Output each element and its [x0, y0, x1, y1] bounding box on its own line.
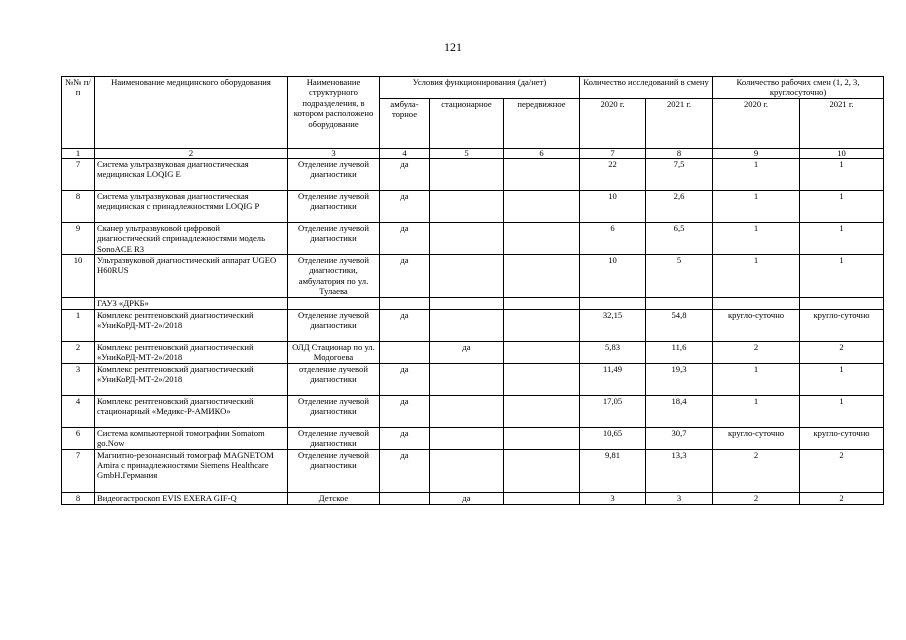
stationary-flag — [430, 395, 504, 427]
row-number: 9 — [62, 222, 95, 254]
shifts-2021: 2 — [800, 449, 884, 492]
header-count-2021: 2021 г. — [646, 98, 713, 148]
department: Детское — [288, 492, 380, 504]
department: Отделение лучевой диагностики — [288, 190, 380, 222]
table-row — [62, 342, 884, 364]
department: Отделение лучевой диагностики — [288, 158, 380, 190]
shifts-2020 — [713, 298, 800, 310]
header-shifts: Количество рабочих смен (1, 2, 3, круглосуточно) — [713, 77, 884, 99]
row-number: 7 — [62, 158, 95, 190]
page-number: 121 — [444, 40, 462, 54]
shifts-2021: кругло-суточно — [800, 427, 884, 449]
shifts-2020: кругло-суточно — [713, 310, 800, 342]
department: ОЛД Стационар по ул. Модогоева — [288, 342, 380, 364]
table-row — [62, 222, 884, 254]
department — [288, 298, 380, 310]
stationary-flag — [430, 222, 504, 254]
mobile-flag — [504, 190, 580, 222]
count-2021: 2,6 — [646, 190, 713, 222]
department: Отделение лучевой диагностики, амбулатория по ул. Тулаева — [288, 255, 380, 298]
table-row — [62, 190, 884, 222]
count-2020 — [580, 298, 646, 310]
shifts-2021: 1 — [800, 363, 884, 395]
equipment-table — [61, 76, 884, 505]
row-number: 3 — [62, 363, 95, 395]
department: Отделение лучевой диагностики — [288, 310, 380, 342]
ambulatory-flag: да — [380, 363, 430, 395]
count-2020: 10 — [580, 255, 646, 298]
shifts-2020: 1 — [713, 190, 800, 222]
count-2020: 17,05 — [580, 395, 646, 427]
ambulatory-flag: да — [380, 449, 430, 492]
department: Отделение лучевой диагностики — [288, 395, 380, 427]
shifts-2020: кругло-суточно — [713, 427, 800, 449]
equipment-name: Комплекс рентгеновский диагностический «УниКоРД-МТ-2»/2018 — [95, 363, 288, 395]
mobile-flag — [504, 342, 580, 364]
table-row — [62, 395, 884, 427]
ambulatory-flag — [380, 298, 430, 310]
shifts-2021 — [800, 298, 884, 310]
row-number: 1 — [62, 310, 95, 342]
count-2021: 54,8 — [646, 310, 713, 342]
column-number: 3 — [288, 148, 380, 158]
department: Отделение лучевой диагностики — [288, 222, 380, 254]
count-2020: 32,15 — [580, 310, 646, 342]
mobile-flag — [504, 158, 580, 190]
mobile-flag — [504, 427, 580, 449]
ambulatory-flag: да — [380, 158, 430, 190]
ambulatory-flag: да — [380, 255, 430, 298]
shifts-2021: кругло-суточно — [800, 310, 884, 342]
header-dept: Наименование структурного подразделения, в котором расположено оборудование — [288, 77, 380, 149]
row-number: 10 — [62, 255, 95, 298]
ambulatory-flag: да — [380, 190, 430, 222]
shifts-2020: 2 — [713, 492, 800, 504]
stationary-flag — [430, 190, 504, 222]
row-number: 7 — [62, 449, 95, 492]
shifts-2020: 1 — [713, 222, 800, 254]
count-2020: 22 — [580, 158, 646, 190]
mobile-flag — [504, 255, 580, 298]
mobile-flag — [504, 449, 580, 492]
count-2020: 10 — [580, 190, 646, 222]
equipment-name: Ультразвуковой диагностический аппарат UGEO H60RUS — [95, 255, 288, 298]
equipment-name: Комплекс рентгеновский диагностический стационарный «Медикс-Р-АМИКО» — [95, 395, 288, 427]
count-2021: 3 — [646, 492, 713, 504]
shifts-2020: 1 — [713, 255, 800, 298]
equipment-name: Видеогастроскоп EVIS EXERA GIF-Q — [95, 492, 288, 504]
count-2020: 6 — [580, 222, 646, 254]
stationary-flag: да — [430, 492, 504, 504]
column-number: 1 — [62, 148, 95, 158]
stationary-flag — [430, 158, 504, 190]
mobile-flag — [504, 298, 580, 310]
row-number: 4 — [62, 395, 95, 427]
table-row — [62, 427, 884, 449]
table-row — [62, 158, 884, 190]
row-number: 6 — [62, 427, 95, 449]
row-number: 8 — [62, 190, 95, 222]
stationary-flag — [430, 427, 504, 449]
equipment-name: Сканер ультразвуковой цифровой диагностический спринадлежностями модель SonoACE R3 — [95, 222, 288, 254]
shifts-2021: 2 — [800, 342, 884, 364]
column-number: 4 — [380, 148, 430, 158]
shifts-2021: 1 — [800, 255, 884, 298]
stationary-flag — [430, 449, 504, 492]
column-number: 9 — [713, 148, 800, 158]
ambulatory-flag: да — [380, 427, 430, 449]
ambulatory-flag — [380, 492, 430, 504]
equipment-name: ГАУЗ «ДРКБ» — [95, 298, 288, 310]
header-num: №№ п/п — [62, 77, 95, 149]
column-number: 5 — [430, 148, 504, 158]
equipment-name: Система ультразвуковая диагностическая медицинская с принадлежностями LOQIG P — [95, 190, 288, 222]
count-2021: 18,4 — [646, 395, 713, 427]
count-2021: 13,3 — [646, 449, 713, 492]
header-conditions: Условия функционирования (да/нет) — [380, 77, 580, 99]
shifts-2021: 1 — [800, 158, 884, 190]
ambulatory-flag: да — [380, 222, 430, 254]
count-2021: 7,5 — [646, 158, 713, 190]
stationary-flag — [430, 255, 504, 298]
column-number: 2 — [95, 148, 288, 158]
row-number: 8 — [62, 492, 95, 504]
count-2021: 6,5 — [646, 222, 713, 254]
header-mobile: передвижное — [504, 98, 580, 148]
shifts-2020: 1 — [713, 395, 800, 427]
shifts-2021: 1 — [800, 190, 884, 222]
stationary-flag — [430, 298, 504, 310]
count-2020: 11,49 — [580, 363, 646, 395]
department: отделение лучевой диагностики — [288, 363, 380, 395]
header-ambul: амбула-торное — [380, 98, 430, 148]
header-count: Количество исследований в смену — [580, 77, 713, 99]
mobile-flag — [504, 395, 580, 427]
mobile-flag — [504, 310, 580, 342]
mobile-flag — [504, 492, 580, 504]
equipment-name: Комплекс рентгеновский диагностический «УниКоРД-МТ-2»/2018 — [95, 342, 288, 364]
column-number: 8 — [646, 148, 713, 158]
table-row — [62, 492, 884, 504]
shifts-2021: 1 — [800, 395, 884, 427]
shifts-2020: 2 — [713, 449, 800, 492]
table-row — [62, 449, 884, 492]
count-2021 — [646, 298, 713, 310]
count-2021: 5 — [646, 255, 713, 298]
stationary-flag — [430, 310, 504, 342]
ambulatory-flag: да — [380, 310, 430, 342]
shifts-2021: 2 — [800, 492, 884, 504]
mobile-flag — [504, 222, 580, 254]
table-row — [62, 310, 884, 342]
stationary-flag: да — [430, 342, 504, 364]
column-number: 10 — [800, 148, 884, 158]
column-number-row — [62, 148, 884, 158]
equipment-name: Магнитно-резонансный томограф MAGNETOM Amira с принадлежностями Siemens Healthcare GmbH.Германия — [95, 449, 288, 492]
ambulatory-flag — [380, 342, 430, 364]
count-2020: 10,65 — [580, 427, 646, 449]
table-row — [62, 363, 884, 395]
row-number: 2 — [62, 342, 95, 364]
count-2020: 5,83 — [580, 342, 646, 364]
header-name: Наименование медицинского оборудования — [95, 77, 288, 149]
count-2020: 3 — [580, 492, 646, 504]
header-shifts-2021: 2021 г. — [800, 98, 884, 148]
shifts-2020: 1 — [713, 158, 800, 190]
stationary-flag — [430, 363, 504, 395]
equipment-name: Система компьютерной томографии Somatom go.Now — [95, 427, 288, 449]
department: Отделение лучевой диагностики — [288, 449, 380, 492]
equipment-name: Комплекс рентгеновский диагностический «УниКоРД-МТ-2»/2018 — [95, 310, 288, 342]
header-shifts-2020: 2020 г. — [713, 98, 800, 148]
shifts-2021: 1 — [800, 222, 884, 254]
equipment-name: Система ультразвуковая диагностическая медицинская LOQIG E — [95, 158, 288, 190]
header-stat: стационарное — [430, 98, 504, 148]
column-number: 6 — [504, 148, 580, 158]
count-2020: 9,81 — [580, 449, 646, 492]
table-row — [62, 255, 884, 298]
column-number: 7 — [580, 148, 646, 158]
row-number — [62, 298, 95, 310]
count-2021: 30,7 — [646, 427, 713, 449]
count-2021: 11,6 — [646, 342, 713, 364]
department: Отделение лучевой диагностики — [288, 427, 380, 449]
shifts-2020: 1 — [713, 363, 800, 395]
header-count-2020: 2020 г. — [580, 98, 646, 148]
mobile-flag — [504, 363, 580, 395]
table-row — [62, 298, 884, 310]
shifts-2020: 2 — [713, 342, 800, 364]
count-2021: 19,3 — [646, 363, 713, 395]
ambulatory-flag: да — [380, 395, 430, 427]
